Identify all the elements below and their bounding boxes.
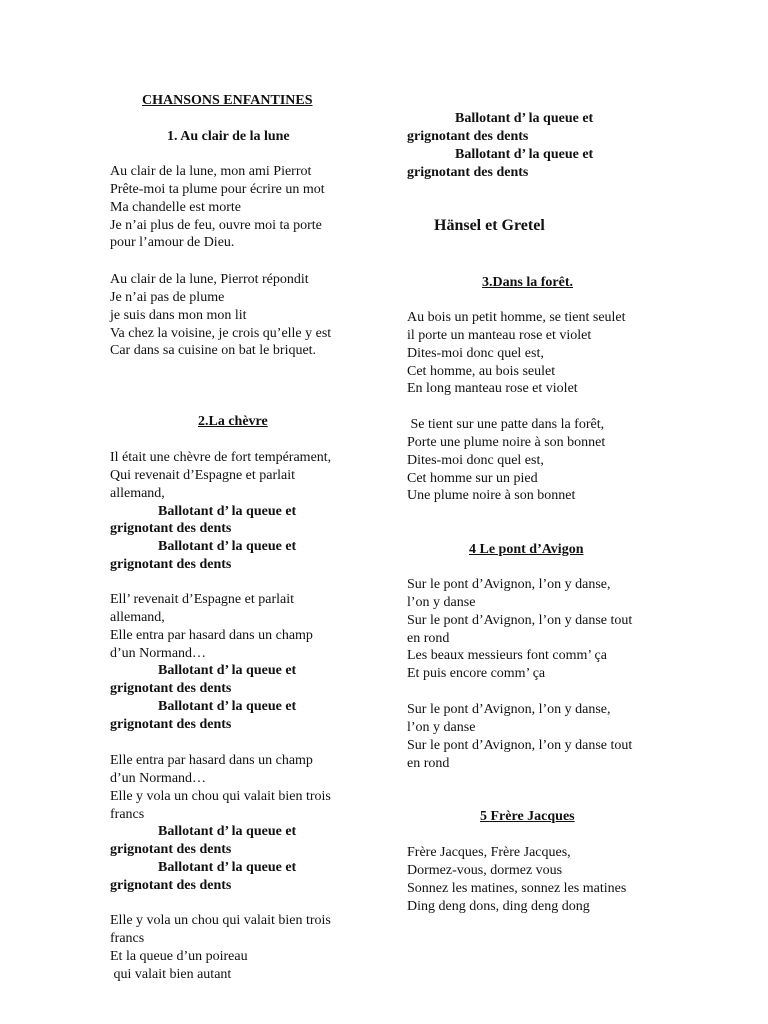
section-title: Hänsel et Gretel <box>434 217 545 234</box>
lyric-line: d’un Normand… <box>110 770 207 786</box>
lyric-line: Elle y vola un chou qui valait bien trois <box>110 913 331 928</box>
refrain-line: Ballotant d’ la queue et <box>158 539 297 555</box>
refrain-line: grignotant des dents <box>110 521 232 537</box>
lyric-line: Elle entra par hasard dans un champ <box>110 753 313 768</box>
lyric-line: Car dans sa cuisine on bat le briquet. <box>110 343 317 359</box>
song4-heading: 4 Le pont d’Avigon <box>469 542 584 557</box>
lyric-line: En long manteau rose et violet <box>407 381 578 397</box>
lyric-line: Va chez la voisine, je crois qu’elle y est <box>110 325 332 341</box>
lyric-line: allemand, <box>110 485 165 501</box>
song1-stanza1 <box>110 163 325 252</box>
song2-stanza1 <box>110 449 331 574</box>
refrain-line: grignotant des dents <box>110 716 232 732</box>
lyric-line: francs <box>110 806 145 822</box>
lyric-line: francs <box>110 930 145 946</box>
song3-heading: 3.Dans la forêt. <box>482 275 573 290</box>
song3-stanza1 <box>407 309 626 398</box>
song3-stanza2 <box>407 416 605 505</box>
lyric-line: Dites-moi donc quel est, <box>407 452 544 468</box>
lyric-line: Cet homme sur un pied <box>407 470 538 486</box>
refrain-line: grignotant des dents <box>407 128 529 144</box>
lyric-line: allemand, <box>110 609 165 625</box>
refrain-line: Ballotant d’ la queue et <box>158 860 297 876</box>
lyric-line: Frère Jacques, Frère Jacques, <box>407 845 571 860</box>
song5-stanza1 <box>407 844 626 915</box>
lyric-line: Au bois un petit homme, se tient seulet <box>407 310 626 325</box>
lyric-line: l’on y danse <box>407 594 476 610</box>
refrain-line: Ballotant d’ la queue et <box>455 146 594 162</box>
refrain-line: Ballotant d’ la queue et <box>455 111 594 126</box>
song2-stanza3 <box>110 752 331 895</box>
lyric-line: Je n’ai pas de plume <box>110 289 225 305</box>
lyric-line: Sur le pont d’Avignon, l’on y danse, <box>407 702 611 717</box>
refrain-continuation <box>407 110 593 181</box>
refrain-line: grignotant des dents <box>407 164 529 180</box>
lyric-line: Qui revenait d’Espagne et parlait <box>110 467 296 483</box>
song4-stanza2 <box>407 701 632 772</box>
lyric-line: Et puis encore comm’ ça <box>407 666 546 682</box>
song4-stanza1 <box>407 576 632 683</box>
lyric-line: Ell’ revenait d’Espagne et parlait <box>110 592 294 607</box>
refrain-line: grignotant des dents <box>110 842 232 858</box>
lyric-line: Elle entra par hasard dans un champ <box>110 627 313 643</box>
lyric-line: Porte une plume noire à son bonnet <box>407 434 606 450</box>
lyric-line: Et la queue d’un poireau <box>110 948 248 964</box>
lyric-line: Cet homme, au bois seulet <box>407 363 556 379</box>
song2-stanza2 <box>110 591 313 734</box>
lyric-line: Se tient sur une patte dans la forêt, <box>407 417 605 432</box>
refrain-line: Ballotant d’ la queue et <box>158 663 297 679</box>
lyric-line: Dites-moi donc quel est, <box>407 345 544 361</box>
lyric-line: Sonnez les matines, sonnez les matines <box>407 880 627 896</box>
lyric-line: l’on y danse <box>407 719 476 735</box>
refrain-line: Ballotant d’ la queue et <box>158 503 297 519</box>
song1-heading: 1. Au clair de la lune <box>167 129 290 144</box>
lyric-line: en rond <box>407 755 450 771</box>
lyric-line: Ding deng dons, ding deng dong <box>407 898 590 914</box>
song5-heading: 5 Frère Jacques <box>480 809 575 824</box>
refrain-line: grignotant des dents <box>110 681 232 697</box>
song1-stanza2 <box>110 271 331 360</box>
refrain-line: grignotant des dents <box>110 557 232 573</box>
lyric-line: Sur le pont d’Avignon, l’on y danse tout <box>407 737 633 753</box>
lyric-line: Ma chandelle est morte <box>110 199 242 215</box>
lyric-line: Une plume noire à son bonnet <box>407 488 576 504</box>
refrain-line: grignotant des dents <box>110 877 232 893</box>
lyric-line: Dormez-vous, dormez vous <box>407 862 563 878</box>
lyric-line: Il était une chèvre de fort tempérament, <box>110 450 332 465</box>
lyric-line: Sur le pont d’Avignon, l’on y danse, <box>407 577 611 592</box>
lyric-line: Elle y vola un chou qui valait bien trois <box>110 788 331 804</box>
lyric-line: Au clair de la lune, mon ami Pierrot <box>110 164 312 179</box>
lyric-line: Sur le pont d’Avignon, l’on y danse tout <box>407 612 633 628</box>
lyric-line: en rond <box>407 630 450 646</box>
lyric-line: Prête-moi ta plume pour écrire un mot <box>110 181 325 197</box>
refrain-line: Ballotant d’ la queue et <box>158 699 297 715</box>
song2-stanza4 <box>110 912 331 983</box>
lyric-line: Au clair de la lune, Pierrot répondit <box>110 272 309 287</box>
lyric-line: Je n’ai plus de feu, ouvre moi ta porte <box>110 217 322 233</box>
lyric-line: qui valait bien autant <box>110 966 232 982</box>
page-title: CHANSONS ENFANTINES <box>142 93 313 108</box>
lyric-line: d’un Normand… <box>110 645 207 661</box>
refrain-line: Ballotant d’ la queue et <box>158 824 297 840</box>
lyric-line: Les beaux messieurs font comm’ ça <box>407 648 607 664</box>
song2-heading: 2.La chèvre <box>198 414 268 429</box>
lyric-line: il porte un manteau rose et violet <box>407 327 592 343</box>
lyric-line: pour l’amour de Dieu. <box>110 235 235 251</box>
lyric-line: je suis dans mon mon lit <box>110 307 247 323</box>
